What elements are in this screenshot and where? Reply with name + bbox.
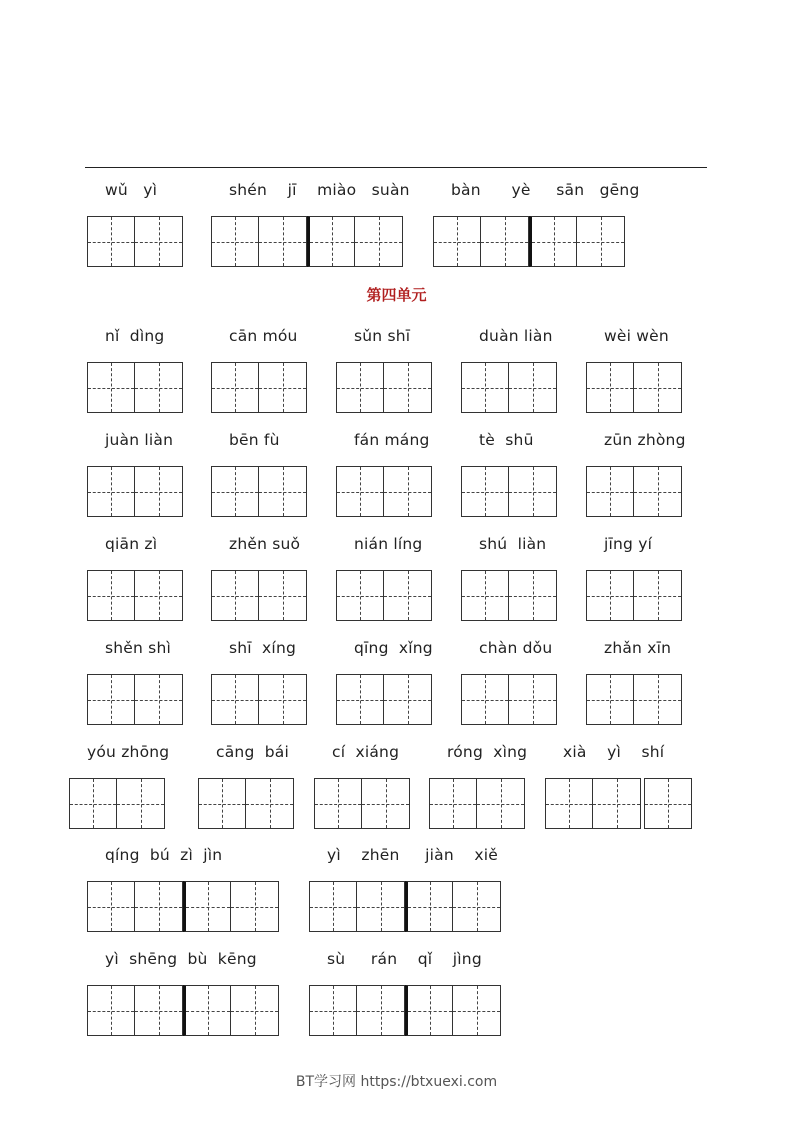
tianzige-cell[interactable] [231, 985, 279, 1036]
tianzige-cell[interactable] [634, 674, 682, 725]
pinyin-prompt: sǔn shī [354, 327, 411, 345]
tianzige-cell[interactable] [87, 881, 135, 932]
pinyin-prompt: shī xíng [229, 639, 297, 657]
pinyin-prompt: bēn fù [229, 431, 280, 449]
writing-grid[interactable] [211, 216, 403, 267]
pinyin-prompt: nián líng [354, 535, 423, 553]
writing-grid[interactable] [461, 570, 557, 621]
pinyin-prompt: juàn liàn [105, 431, 174, 449]
writing-grid[interactable] [309, 985, 501, 1036]
pinyin-prompt: shěn shì [105, 639, 171, 657]
tianzige-cell[interactable] [135, 985, 183, 1036]
pinyin-prompt: wǔ yì [105, 181, 158, 199]
pinyin-prompt: wèi wèn [604, 327, 669, 345]
tianzige-cell[interactable] [384, 570, 432, 621]
tianzige-cell[interactable] [87, 466, 135, 517]
pinyin-prompt: sù rán qǐ jìng [327, 950, 482, 968]
tianzige-cell[interactable] [461, 466, 509, 517]
tianzige-cell[interactable] [135, 570, 183, 621]
pinyin-prompt: shén jī miào suàn [229, 181, 410, 199]
tianzige-cell[interactable] [405, 985, 453, 1036]
writing-grid[interactable] [586, 362, 682, 413]
pinyin-prompt: tè shū [479, 431, 534, 449]
tianzige-cell[interactable] [135, 674, 183, 725]
tianzige-cell[interactable] [87, 570, 135, 621]
tianzige-cell[interactable] [357, 985, 405, 1036]
pinyin-prompt: qiān zì [105, 535, 158, 553]
pinyin-prompt: duàn liàn [479, 327, 553, 345]
tianzige-cell[interactable] [135, 362, 183, 413]
pinyin-prompt: zūn zhòng [604, 431, 686, 449]
tianzige-cell[interactable] [477, 778, 525, 829]
tianzige-cell[interactable] [336, 570, 384, 621]
tianzige-cell[interactable] [211, 216, 259, 267]
pinyin-prompt: cān móu [229, 327, 298, 345]
pinyin-prompt: zhǎn xīn [604, 639, 672, 657]
tianzige-cell[interactable] [453, 881, 501, 932]
tianzige-cell[interactable] [357, 881, 405, 932]
tianzige-cell[interactable] [461, 362, 509, 413]
tianzige-cell[interactable] [509, 674, 557, 725]
tianzige-cell[interactable] [135, 216, 183, 267]
tianzige-cell[interactable] [384, 466, 432, 517]
pinyin-prompt: bàn yè sān gēng [451, 181, 640, 199]
pinyin-prompt: qīng xǐng [354, 639, 433, 657]
writing-grid[interactable] [87, 985, 279, 1036]
tianzige-cell[interactable] [509, 570, 557, 621]
pinyin-prompt: cí xiáng [332, 743, 400, 761]
tianzige-cell[interactable] [314, 778, 362, 829]
tianzige-cell[interactable] [453, 985, 501, 1036]
tianzige-cell[interactable] [586, 466, 634, 517]
writing-grid[interactable] [87, 466, 183, 517]
tianzige-cell[interactable] [384, 674, 432, 725]
writing-grid[interactable] [433, 216, 625, 267]
pinyin-prompt: yì zhēn jiàn xiě [327, 846, 498, 864]
tianzige-cell[interactable] [384, 362, 432, 413]
tianzige-cell[interactable] [336, 362, 384, 413]
tianzige-cell[interactable] [183, 985, 231, 1036]
tianzige-cell[interactable] [259, 674, 307, 725]
writing-grid[interactable] [336, 362, 432, 413]
tianzige-cell[interactable] [307, 216, 355, 267]
tianzige-cell[interactable] [69, 778, 117, 829]
tianzige-cell[interactable] [211, 362, 259, 413]
pinyin-prompt: shú liàn [479, 535, 547, 553]
pinyin-prompt: jīng yí [604, 535, 653, 553]
tianzige-cell[interactable] [429, 778, 477, 829]
writing-grid[interactable] [87, 570, 183, 621]
section-title: 第四单元 [366, 286, 427, 304]
tianzige-cell[interactable] [529, 216, 577, 267]
tianzige-cell[interactable] [259, 466, 307, 517]
pinyin-prompt: nǐ dìng [105, 327, 165, 345]
tianzige-cell[interactable] [211, 570, 259, 621]
writing-grid[interactable] [545, 778, 692, 829]
writing-grid[interactable] [461, 362, 557, 413]
tianzige-cell[interactable] [87, 985, 135, 1036]
tianzige-cell[interactable] [135, 466, 183, 517]
writing-grid[interactable] [87, 881, 279, 932]
pinyin-prompt: yóu zhōng [87, 743, 170, 761]
writing-grid[interactable] [211, 362, 307, 413]
tianzige-cell[interactable] [259, 570, 307, 621]
tianzige-cell[interactable] [117, 778, 165, 829]
pinyin-prompt: zhěn suǒ [229, 535, 301, 553]
tianzige-cell[interactable] [586, 570, 634, 621]
writing-grid[interactable] [87, 362, 183, 413]
writing-grid[interactable] [586, 570, 682, 621]
writing-grid[interactable] [211, 466, 307, 517]
writing-grid[interactable] [87, 674, 183, 725]
writing-grid[interactable] [211, 674, 307, 725]
tianzige-cell[interactable] [461, 674, 509, 725]
top-divider-line [85, 167, 707, 168]
pinyin-prompt: cāng bái [216, 743, 289, 761]
tianzige-cell[interactable] [259, 362, 307, 413]
footer-watermark: BT学习网 https://btxuexi.com [295, 1074, 498, 1090]
tianzige-cell[interactable] [461, 570, 509, 621]
writing-grid[interactable] [314, 778, 410, 829]
writing-grid[interactable] [309, 881, 501, 932]
pinyin-prompt: chàn dǒu [479, 639, 553, 657]
tianzige-cell[interactable] [433, 216, 481, 267]
tianzige-cell[interactable] [211, 466, 259, 517]
tianzige-cell[interactable] [362, 778, 410, 829]
writing-grid[interactable] [461, 674, 557, 725]
writing-grid[interactable] [211, 570, 307, 621]
writing-grid[interactable] [336, 466, 432, 517]
tianzige-cell[interactable] [87, 674, 135, 725]
tianzige-cell[interactable] [87, 362, 135, 413]
writing-grid[interactable] [336, 570, 432, 621]
writing-grid[interactable] [429, 778, 525, 829]
writing-grid[interactable] [69, 778, 165, 829]
tianzige-cell[interactable] [336, 674, 384, 725]
tianzige-cell[interactable] [246, 778, 294, 829]
pinyin-prompt: yì shēng bù kēng [105, 950, 257, 968]
tianzige-cell[interactable] [309, 881, 357, 932]
writing-grid[interactable] [586, 674, 682, 725]
writing-grid[interactable] [87, 216, 183, 267]
writing-grid[interactable] [586, 466, 682, 517]
pinyin-prompt: qíng bú zì jìn [105, 846, 223, 864]
tianzige-cell[interactable] [509, 466, 557, 517]
tianzige-cell[interactable] [309, 985, 357, 1036]
tianzige-cell[interactable] [634, 466, 682, 517]
tianzige-cell[interactable] [509, 362, 557, 413]
tianzige-cell[interactable] [577, 216, 625, 267]
writing-grid[interactable] [336, 674, 432, 725]
tianzige-cell[interactable] [545, 778, 593, 829]
tianzige-cell[interactable] [405, 881, 453, 932]
writing-grid[interactable] [198, 778, 294, 829]
tianzige-cell[interactable] [211, 674, 259, 725]
tianzige-cell[interactable] [336, 466, 384, 517]
tianzige-cell[interactable] [634, 570, 682, 621]
pinyin-prompt: fán máng [354, 431, 430, 449]
tianzige-cell[interactable] [586, 362, 634, 413]
tianzige-cell[interactable] [593, 778, 641, 829]
tianzige-cell[interactable] [644, 778, 692, 829]
tianzige-cell[interactable] [481, 216, 529, 267]
tianzige-cell[interactable] [198, 778, 246, 829]
pinyin-prompt: xià yì shí [563, 743, 665, 761]
tianzige-cell[interactable] [183, 881, 231, 932]
tianzige-cell[interactable] [87, 216, 135, 267]
tianzige-cell[interactable] [231, 881, 279, 932]
tianzige-cell[interactable] [634, 362, 682, 413]
tianzige-cell[interactable] [355, 216, 403, 267]
tianzige-cell[interactable] [135, 881, 183, 932]
pinyin-prompt: róng xìng [447, 743, 528, 761]
tianzige-cell[interactable] [259, 216, 307, 267]
writing-grid[interactable] [461, 466, 557, 517]
tianzige-cell[interactable] [586, 674, 634, 725]
